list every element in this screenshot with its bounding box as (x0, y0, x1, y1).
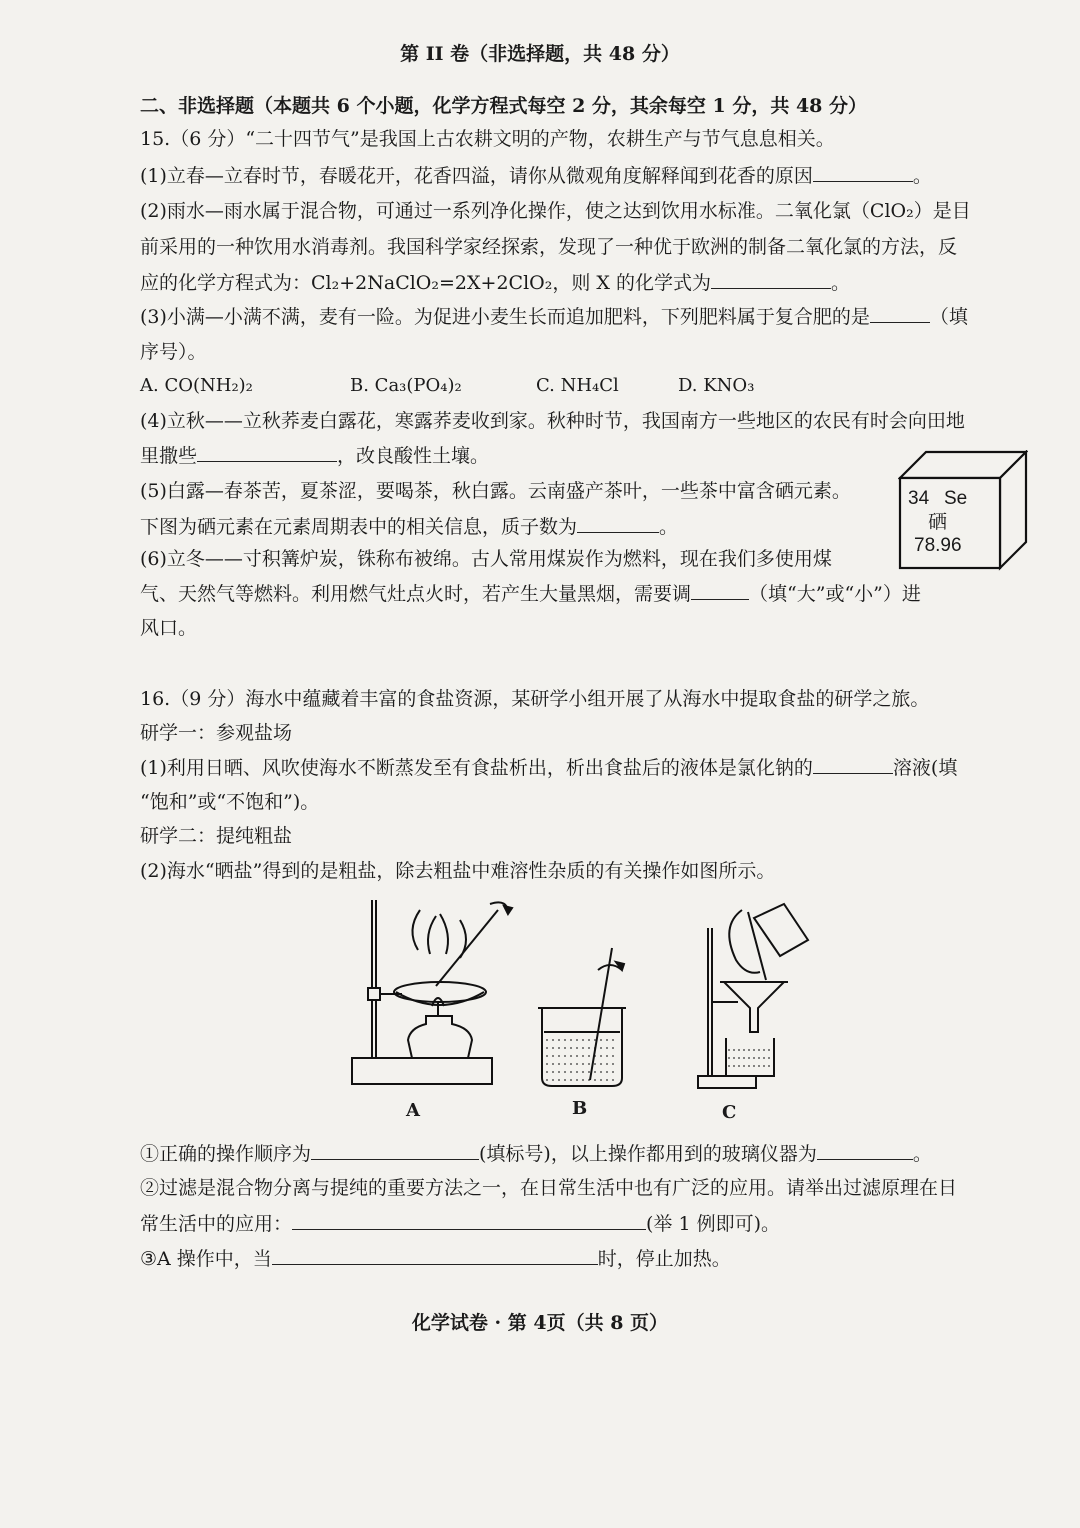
q16-part1-line2: “饱和”或“不饱和”)。 (140, 791, 320, 813)
q15-part3-blank[interactable] (870, 304, 930, 323)
option-a[interactable]: A. CO(NH₂)₂ (140, 375, 253, 396)
element-symbol: Se (944, 488, 968, 509)
lab-apparatus-figure (340, 890, 810, 1100)
q16-sub1-text: ①正确的操作顺序为 (140, 1143, 312, 1165)
q16-study1: 研学一：参观盐场 (140, 722, 293, 744)
q15-stem: 15.（6 分）“二十四节气”是我国上古农耕文明的产物，农耕生产与节气息息相关。 (140, 128, 835, 150)
q15-part5-end: 。 (659, 516, 679, 538)
q16-study2: 研学二：提纯粗盐 (140, 825, 293, 847)
q15-part4-end: ，改良酸性土壤。 (337, 445, 490, 467)
q16-sub3-end: 时，停止加热。 (597, 1248, 731, 1270)
q15-part5-line1: (5)白露—春茶苦，夏茶涩，要喝茶，秋白露。云南盛产茶叶，一些茶中富含硒元素。 (140, 480, 851, 502)
q15-part6-text: 气、天然气等燃料。利用燃气灶点火时，若产生大量黑烟，需要调 (140, 583, 692, 605)
q15-part2-blank[interactable] (711, 270, 831, 289)
q15-part4-line1: (4)立秋——立秋荞麦白露花，寒露荞麦收到家。秋种时节，我国南方一些地区的农民有时会向田地 (140, 410, 965, 432)
q15-part2-line3 (140, 270, 850, 295)
q15-part4-blank[interactable] (197, 443, 337, 462)
element-mass: 78.96 (914, 535, 962, 556)
q16-sub3 (140, 1246, 731, 1271)
q15-part1 (140, 163, 932, 188)
selenium-element-cell (898, 450, 1028, 572)
q15-part6-line1: (6)立冬——寸积篝炉炭，铢称布被绵。古人常用煤炭作为燃料，现在我们多使用煤 (140, 548, 832, 570)
q16-sub1 (140, 1141, 932, 1166)
beaker-stirring-icon (538, 948, 626, 1086)
q16-sub3-blank[interactable] (272, 1246, 598, 1265)
q15-part1-end: 。 (912, 165, 932, 187)
q16-sub2-line2 (140, 1211, 780, 1236)
q16-sub3-text: ③A 操作中，当 (140, 1248, 272, 1270)
section-title: 第 II 卷（非选择题，共 48 分） (400, 43, 680, 65)
q15-part5-blank[interactable] (577, 514, 659, 533)
q15-part1-blank[interactable] (813, 163, 913, 182)
evaporation-apparatus-icon (352, 900, 512, 1084)
option-b[interactable]: B. Ca₃(PO₄)₂ (350, 375, 462, 396)
figure-label-a: A (406, 1100, 420, 1121)
q16-part1-fill: 溶液(填 (892, 757, 958, 779)
q16-sub2-text: 常生活中的应用： (140, 1213, 293, 1235)
q15-part3-line1 (140, 304, 968, 329)
q16-sub2-blank[interactable] (292, 1211, 646, 1230)
q15-part4-text: 里撒些 (140, 445, 198, 467)
q15-part5-text: 下图为硒元素在元素周期表中的相关信息，质子数为 (140, 516, 578, 538)
element-name: 硒 (928, 511, 948, 533)
q15-part2-line1: (2)雨水—雨水属于混合物，可通过一系列净化操作，使之达到饮用水标准。二氧化氯（ClO₂）是目 (140, 200, 971, 222)
page-footer: 化学试卷 · 第 4页（共 8 页） (411, 1312, 669, 1334)
q15-part4-line2 (140, 443, 489, 468)
q16-part1-blank[interactable] (813, 755, 893, 774)
element-number: 34 (908, 488, 930, 509)
q16-sub1-mid: (填标号)，以上操作都用到的玻璃仪器为 (479, 1143, 817, 1165)
q16-part2: (2)海水“晒盐”得到的是粗盐，除去粗盐中难溶性杂质的有关操作如图所示。 (140, 860, 776, 882)
q16-sub2-line1: ②过滤是混合物分离与提纯的重要方法之一，在日常生活中也有广泛的应用。请举出过滤原理在日 (140, 1177, 958, 1199)
section-heading: 二、非选择题（本题共 6 个小题，化学方程式每空 2 分，其余每空 1 分，共 48 分） (140, 95, 868, 117)
q16-part1-text: (1)利用日晒、风吹使海水不断蒸发至有食盐析出，析出食盐后的液体是氯化钠的 (140, 757, 813, 779)
q15-part3-fill: （填 (929, 306, 968, 328)
q16-stem: 16.（9 分）海水中蕴藏着丰富的食盐资源，某研学小组开展了从海水中提取食盐的研学之旅。 (140, 688, 930, 710)
q16-sub1-blank1[interactable] (311, 1141, 479, 1160)
q15-part6-line3: 风口。 (140, 617, 198, 639)
filtration-apparatus-icon (698, 904, 808, 1088)
q16-sub1-blank2[interactable] (817, 1141, 913, 1160)
q15-part6-line2 (140, 581, 921, 606)
q16-part1-line1 (140, 755, 957, 780)
option-c[interactable]: C. NH₄Cl (536, 375, 619, 396)
figure-label-b: B (572, 1098, 588, 1119)
q15-part5-line2 (140, 514, 678, 539)
q15-part3-line2: 序号）。 (140, 341, 207, 363)
q15-part6-fill: （填“大”或“小”）进 (749, 583, 921, 605)
q15-part2-line2: 前采用的一种饮用水消毒剂。我国科学家经探索，发现了一种优于欧洲的制备二氧化氯的方法，反 (140, 236, 958, 258)
option-d[interactable]: D. KNO₃ (678, 375, 755, 396)
q16-sub2-end: (举 1 例即可)。 (646, 1213, 781, 1235)
q15-part2-end: 。 (830, 272, 850, 294)
q15-part6-blank[interactable] (691, 581, 749, 600)
q16-sub1-end: 。 (912, 1143, 932, 1165)
figure-label-c: C (722, 1102, 737, 1123)
q15-part3-text: (3)小满—小满不满，麦有一险。为促进小麦生长而追加肥料，下列肥料属于复合肥的是 (140, 306, 870, 328)
q15-part2-equation: 应的化学方程式为：Cl₂+2NaClO₂=2X+2ClO₂，则 X 的化学式为 (140, 272, 711, 294)
q15-part1-text: (1)立春—立春时节，春暖花开，花香四溢，请你从微观角度解释闻到花香的原因 (140, 165, 813, 187)
